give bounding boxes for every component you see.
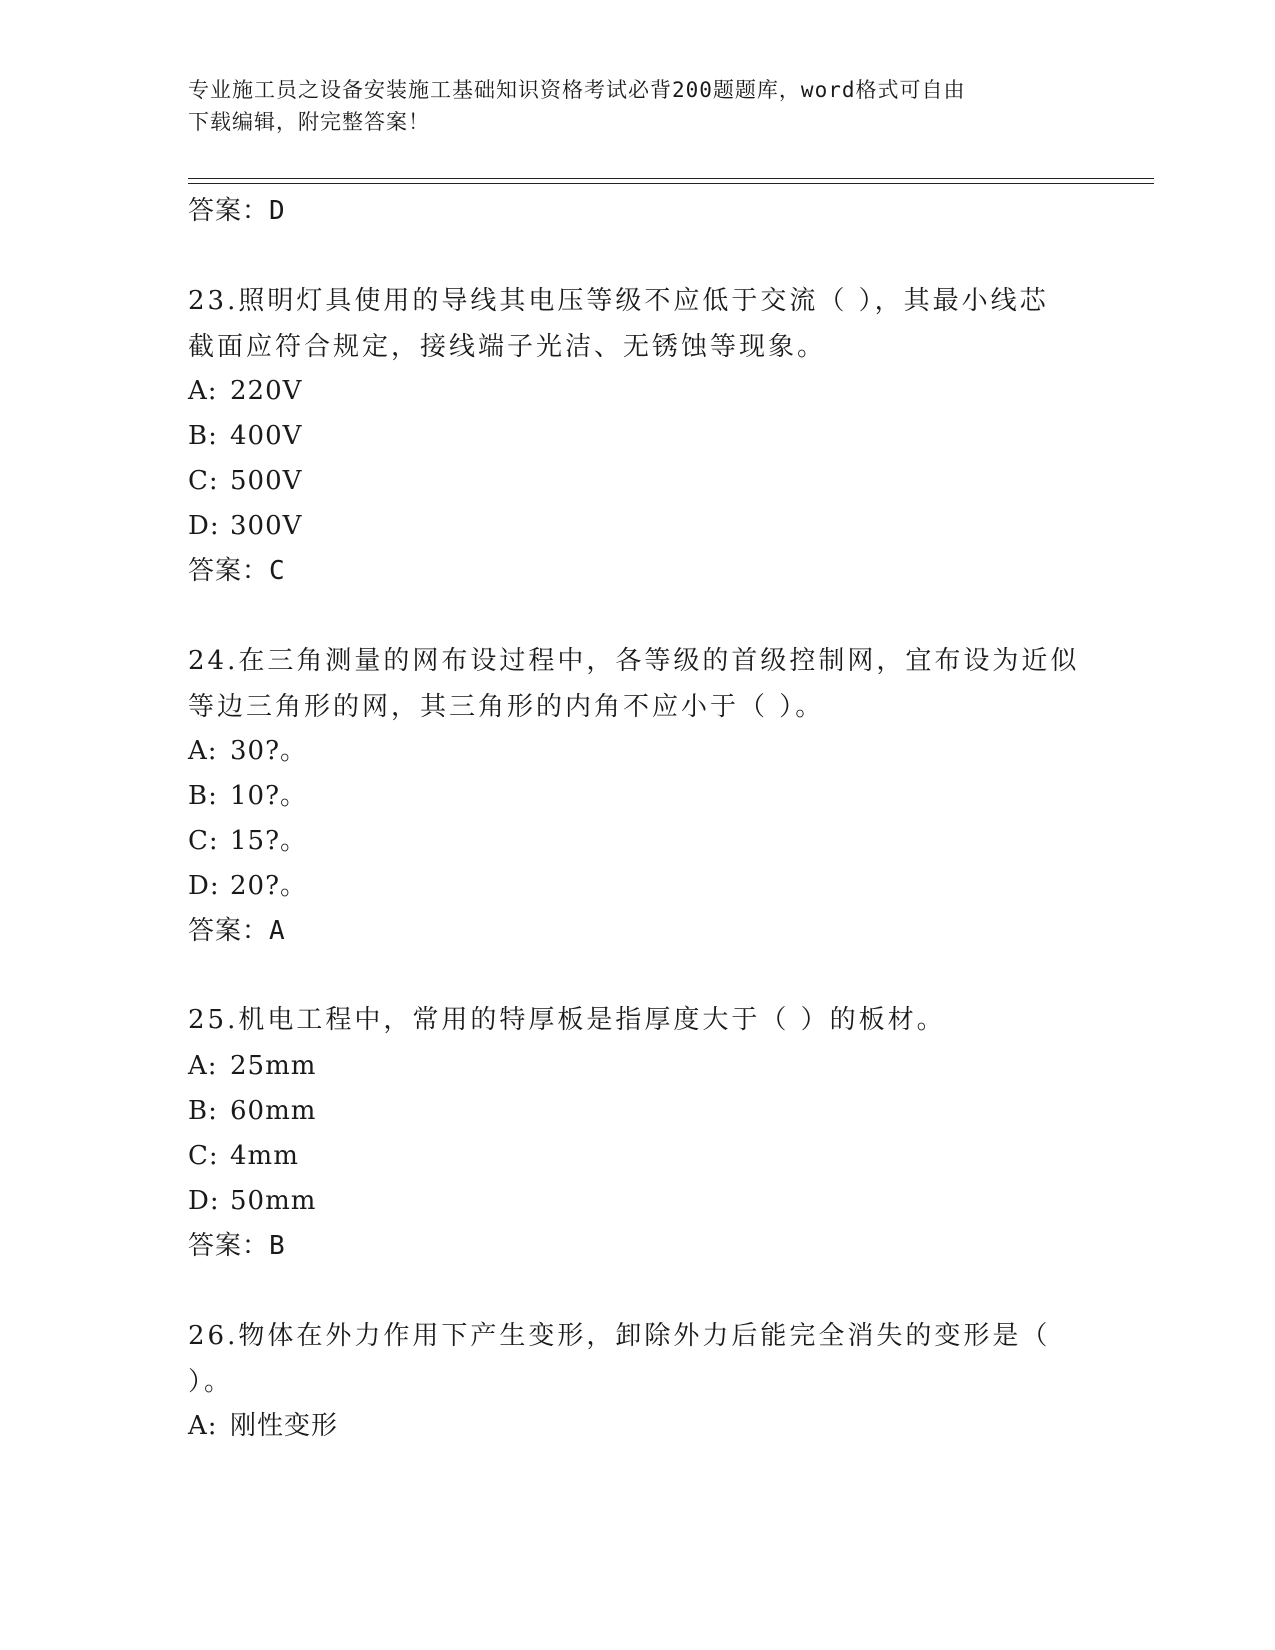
option-text: 220V [230,376,303,406]
option-letter: C: [188,1141,219,1171]
option-a [188,735,307,767]
option-text: 15?。 [230,826,308,856]
question-23 [188,278,1088,370]
answer-23: 答案：C [188,556,286,586]
option-c [188,1140,299,1172]
option-letter: B: [188,1096,218,1126]
option-c [188,465,302,497]
question-text-line-2: 等边三角形的网，其三角形的内角不应小于（ ）。 [188,692,825,722]
option-letter: D: [188,1186,220,1216]
option-d [188,870,307,902]
option-letter: B: [188,781,218,811]
option-b [188,420,302,452]
header-divider-bottom [188,183,1154,184]
option-text: 30?。 [230,736,308,766]
option-text: 4mm [230,1141,299,1171]
option-d [188,1185,316,1217]
option-b [188,780,307,812]
option-text: 刚性变形 [230,1411,339,1441]
question-text-line-1: 25.机电工程中，常用的特厚板是指厚度大于（ ）的板材。 [188,1005,946,1035]
header-line-2: 下载编辑，附完整答案！ [188,110,430,134]
option-a [188,1050,316,1082]
option-text: 50mm [230,1186,317,1216]
option-d [188,510,302,542]
option-text: 20?。 [230,871,308,901]
question-text-line-1: 24.在三角测量的网布设过程中，各等级的首级控制网，宜布设为近似 [188,646,1080,676]
option-text: 400V [230,421,303,451]
document-header [188,74,1088,138]
option-text: 500V [230,466,303,496]
question-text-line-2: 截面应符合规定，接线端子光洁、无锈蚀等现象。 [188,332,827,362]
option-a [188,1410,338,1442]
option-c [188,825,307,857]
option-letter: A: [188,1411,218,1441]
question-text-line-2: ）。 [188,1367,234,1397]
option-letter: C: [188,826,219,856]
option-letter: D: [188,871,220,901]
header-divider-top [188,178,1154,179]
option-letter: A: [188,1051,218,1081]
question-24 [188,638,1088,730]
option-letter: A: [188,736,218,766]
answer-25: 答案：B [188,1231,286,1261]
prev-answer: 答案：D [188,196,286,226]
question-26 [188,1313,1088,1405]
option-text: 300V [230,511,303,541]
option-text: 60mm [230,1096,317,1126]
option-b [188,1095,316,1127]
question-25 [188,997,1088,1043]
option-letter: D: [188,511,220,541]
option-text: 25mm [230,1051,317,1081]
option-letter: A: [188,376,218,406]
answer-24: 答案：A [188,916,286,946]
option-letter: C: [188,466,219,496]
option-text: 10?。 [230,781,308,811]
option-letter: B: [188,421,218,451]
question-text-line-1: 23.照明灯具使用的导线其电压等级不应低于交流（ ），其最小线芯 [188,286,1049,316]
question-text-line-1: 26.物体在外力作用下产生变形，卸除外力后能完全消失的变形是（ [188,1321,1051,1351]
option-a [188,375,302,407]
header-line-1: 专业施工员之设备安装施工基础知识资格考试必背200题题库，word格式可自由 [188,78,966,102]
